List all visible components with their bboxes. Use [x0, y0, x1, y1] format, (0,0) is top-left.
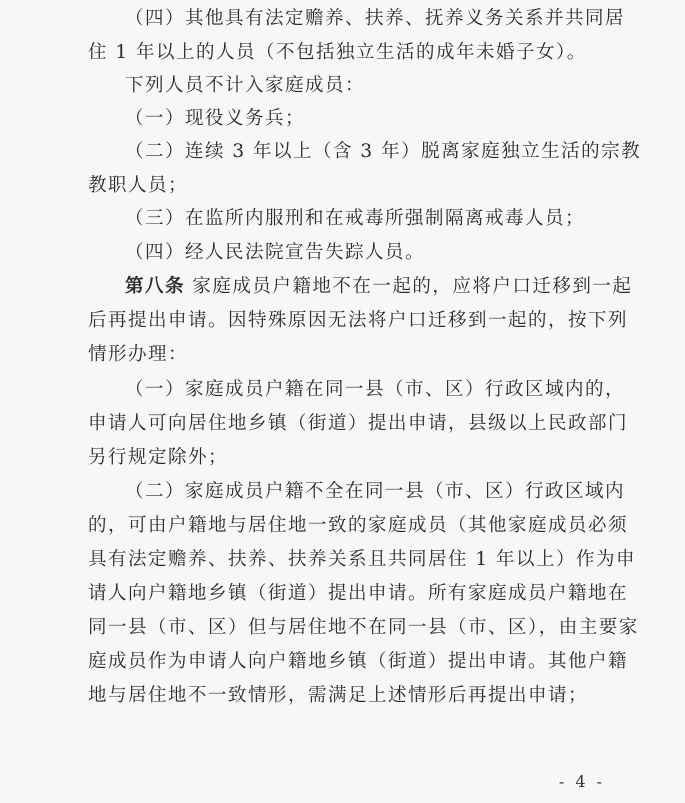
- paragraph-line: （四）其他具有法定赡养、扶养、抚养义务关系并共同居: [125, 8, 626, 29]
- paragraph-line: （一）家庭成员户籍在同一县（市、区）行政区域内的，: [125, 379, 626, 400]
- paragraph-line: 庭成员作为申请人向户籍地乡镇（街道）提出申请。其他户籍: [88, 651, 629, 672]
- paragraph-line: 情形办理：: [88, 344, 189, 365]
- paragraph-line: （三）在监所内服刑和在戒毒所强制隔离戒毒人员；: [125, 208, 586, 229]
- paragraph-line: 同一县（市、区）但与居住地不在同一县（市、区），由主要家: [88, 617, 639, 638]
- paragraph-line: 住 1 年以上的人员（不包括独立生活的成年未婚子女）。: [88, 42, 587, 63]
- page-number: - 4 -: [558, 772, 605, 791]
- paragraph-line: 另行规定除外；: [88, 447, 229, 468]
- paragraph-line: 申请人可向居住地乡镇（街道）提出申请，县级以上民政部门: [88, 413, 629, 434]
- paragraph-line: （二）连续 3 年以上（含 3 年）脱离家庭独立生活的宗教: [125, 141, 642, 162]
- paragraph-line: 具有法定赡养、扶养、扶养关系且共同居住 1 年以上）作为申: [88, 549, 637, 570]
- paragraph-line: 地与居住地不一致情形，需满足上述情形后再提出申请；: [88, 685, 589, 706]
- paragraph-line: 家庭成员户籍地不在一起的，应将户口迁移到一起: [192, 276, 633, 297]
- paragraph-line: 请人向户籍地乡镇（街道）提出申请。所有家庭成员户籍地在: [88, 583, 629, 604]
- paragraph-line: （二）家庭成员户籍不全在同一县（市、区）行政区域内: [125, 481, 626, 502]
- paragraph-line: 的，可由户籍地与居住地一致的家庭成员（其他家庭成员必须: [88, 515, 629, 536]
- paragraph-line: （一）现役义务兵；: [125, 108, 306, 129]
- article-eight-first-line: [125, 274, 632, 300]
- article-label: 第八条: [125, 276, 186, 297]
- paragraph-line: 后再提出申请。因特殊原因无法将户口迁移到一起的，按下列: [88, 310, 629, 331]
- paragraph-line: 教职人员；: [88, 175, 189, 196]
- paragraph-line: 下列人员不计入家庭成员：: [125, 75, 366, 96]
- paragraph-line: （四）经人民法院宣告失踪人员。: [125, 242, 426, 263]
